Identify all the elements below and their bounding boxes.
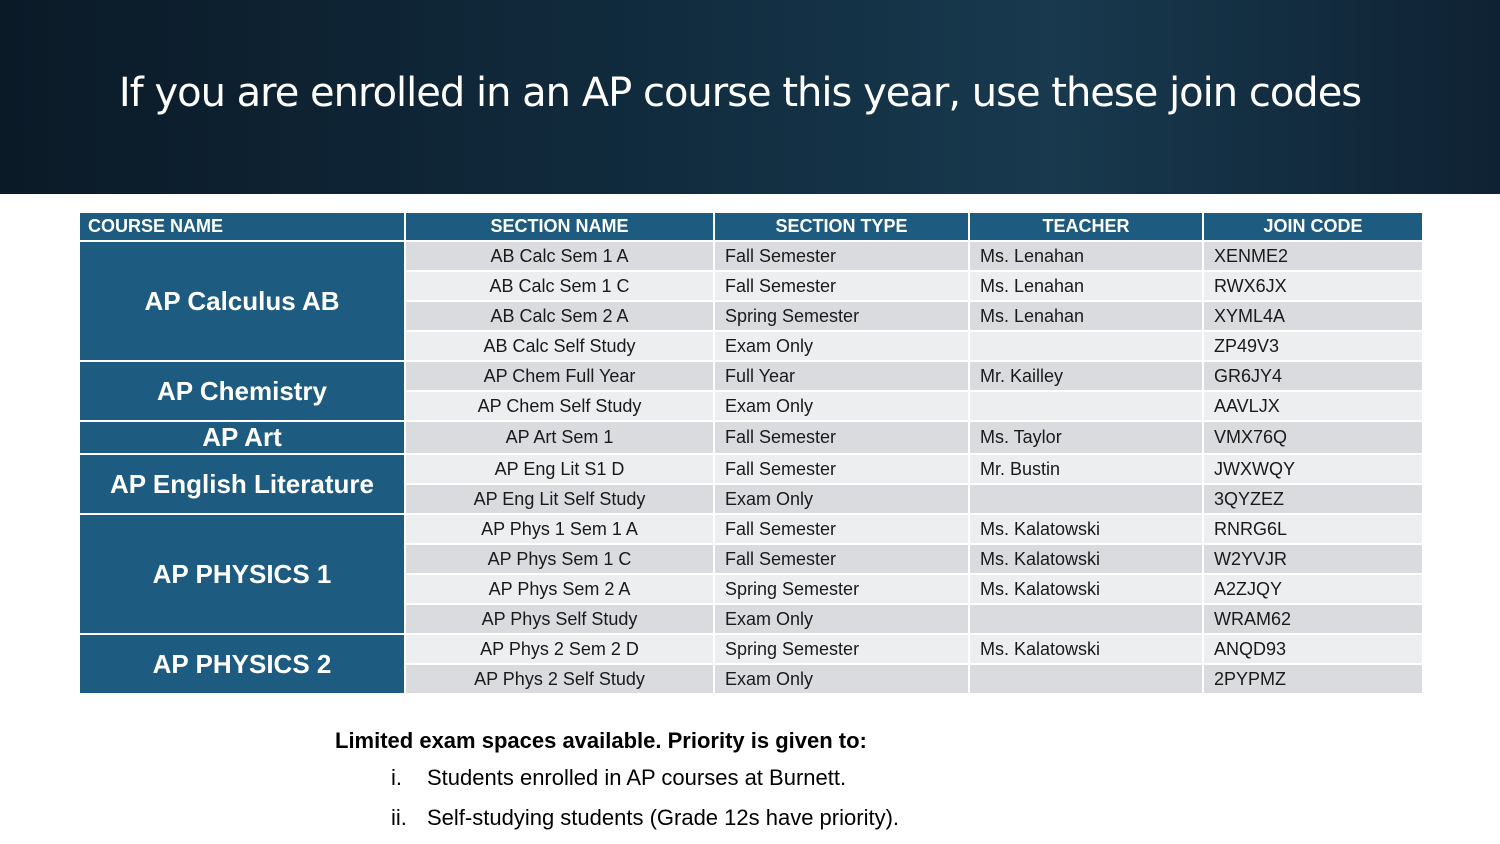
section-type-cell: Fall Semester: [714, 271, 969, 301]
teacher-cell: Ms. Kalatowski: [969, 574, 1203, 604]
section-type-cell: Exam Only: [714, 484, 969, 514]
teacher-cell: [969, 391, 1203, 421]
section-name-cell: AP Eng Lit Self Study: [405, 484, 714, 514]
teacher-cell: Ms. Kalatowski: [969, 514, 1203, 544]
priority-item-number: ii.: [391, 805, 407, 830]
teacher-cell: Ms. Taylor: [969, 421, 1203, 454]
section-type-cell: Fall Semester: [714, 514, 969, 544]
teacher-cell: Ms. Lenahan: [969, 241, 1203, 271]
header-section-name: SECTION NAME: [405, 212, 714, 241]
course-name-cell: AP Calculus AB: [79, 241, 405, 361]
teacher-cell: Ms. Kalatowski: [969, 544, 1203, 574]
page-title: If you are enrolled in an AP course this year, use these join codes: [118, 70, 1362, 116]
course-name-cell: AP English Literature: [79, 454, 405, 514]
header-course-name: COURSE NAME: [79, 212, 405, 241]
section-type-cell: Spring Semester: [714, 301, 969, 331]
section-name-cell: AB Calc Self Study: [405, 331, 714, 361]
join-code-cell: A2ZJQY: [1203, 574, 1423, 604]
teacher-cell: Mr. Bustin: [969, 454, 1203, 484]
section-name-cell: AB Calc Sem 1 C: [405, 271, 714, 301]
teacher-cell: Ms. Kalatowski: [969, 634, 1203, 664]
section-type-cell: Exam Only: [714, 664, 969, 694]
header-teacher: TEACHER: [969, 212, 1203, 241]
section-type-cell: Exam Only: [714, 331, 969, 361]
section-name-cell: AP Phys Sem 1 C: [405, 544, 714, 574]
join-code-cell: RNRG6L: [1203, 514, 1423, 544]
join-code-cell: AAVLJX: [1203, 391, 1423, 421]
course-name-cell: AP PHYSICS 2: [79, 634, 405, 694]
teacher-cell: [969, 331, 1203, 361]
section-type-cell: Spring Semester: [714, 574, 969, 604]
section-name-cell: AP Phys Sem 2 A: [405, 574, 714, 604]
priority-item: [335, 758, 899, 798]
join-codes-table: [78, 211, 1424, 695]
teacher-cell: [969, 484, 1203, 514]
teacher-cell: Ms. Lenahan: [969, 271, 1203, 301]
table-row: [79, 634, 1423, 664]
priority-item-number: i.: [391, 765, 402, 790]
section-type-cell: Full Year: [714, 361, 969, 391]
course-name-cell: AP PHYSICS 1: [79, 514, 405, 634]
join-code-cell: ZP49V3: [1203, 331, 1423, 361]
join-code-cell: XYML4A: [1203, 301, 1423, 331]
section-type-cell: Exam Only: [714, 604, 969, 634]
priority-item: [335, 798, 899, 838]
join-code-cell: GR6JY4: [1203, 361, 1423, 391]
table-header-row: [79, 212, 1423, 241]
join-code-cell: 2PYPMZ: [1203, 664, 1423, 694]
section-name-cell: AP Chem Self Study: [405, 391, 714, 421]
priority-note: [335, 728, 899, 838]
table-body: [79, 241, 1423, 694]
table-row: [79, 454, 1423, 484]
section-name-cell: AB Calc Sem 1 A: [405, 241, 714, 271]
section-name-cell: AP Chem Full Year: [405, 361, 714, 391]
title-banner: [0, 0, 1500, 194]
teacher-cell: Mr. Kailley: [969, 361, 1203, 391]
join-code-cell: JWXWQY: [1203, 454, 1423, 484]
join-code-cell: WRAM62: [1203, 604, 1423, 634]
course-name-cell: AP Chemistry: [79, 361, 405, 421]
section-type-cell: Fall Semester: [714, 241, 969, 271]
section-name-cell: AP Phys 2 Sem 2 D: [405, 634, 714, 664]
header-section-type: SECTION TYPE: [714, 212, 969, 241]
section-type-cell: Fall Semester: [714, 421, 969, 454]
section-type-cell: Fall Semester: [714, 454, 969, 484]
section-type-cell: Spring Semester: [714, 634, 969, 664]
priority-heading: Limited exam spaces available. Priority is given to:: [335, 728, 867, 753]
join-code-cell: 3QYZEZ: [1203, 484, 1423, 514]
priority-item-text: Students enrolled in AP courses at Burnett.: [427, 765, 847, 790]
teacher-cell: [969, 604, 1203, 634]
teacher-cell: Ms. Lenahan: [969, 301, 1203, 331]
section-type-cell: Exam Only: [714, 391, 969, 421]
course-name-cell: AP Art: [79, 421, 405, 454]
table-row: [79, 514, 1423, 544]
section-name-cell: AP Phys Self Study: [405, 604, 714, 634]
table-row: [79, 421, 1423, 454]
section-type-cell: Fall Semester: [714, 544, 969, 574]
section-name-cell: AP Art Sem 1: [405, 421, 714, 454]
join-code-cell: ANQD93: [1203, 634, 1423, 664]
table-row: [79, 241, 1423, 271]
section-name-cell: AP Phys 2 Self Study: [405, 664, 714, 694]
teacher-cell: [969, 664, 1203, 694]
join-code-cell: RWX6JX: [1203, 271, 1423, 301]
priority-item-text: Self-studying students (Grade 12s have priority).: [427, 805, 900, 830]
section-name-cell: AB Calc Sem 2 A: [405, 301, 714, 331]
header-join-code: JOIN CODE: [1203, 212, 1423, 241]
join-code-cell: VMX76Q: [1203, 421, 1423, 454]
section-name-cell: AP Eng Lit S1 D: [405, 454, 714, 484]
section-name-cell: AP Phys 1 Sem 1 A: [405, 514, 714, 544]
table-row: [79, 361, 1423, 391]
join-code-cell: XENME2: [1203, 241, 1423, 271]
join-code-cell: W2YVJR: [1203, 544, 1423, 574]
